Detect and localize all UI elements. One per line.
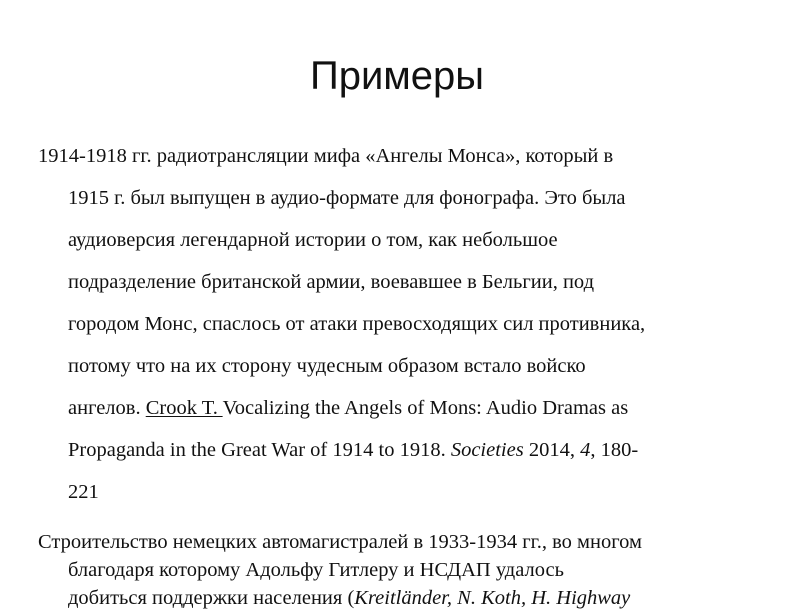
citation-year: 2014, <box>523 439 581 461</box>
text-line: Строительство немецких автомагистралей в 1933-1934 гг., во многом <box>38 531 642 553</box>
citation-title-end: Propaganda in the Great War of 1914 to 1918. <box>68 439 451 461</box>
text-line: подразделение британской армии, воевавшее в Бельгии, под <box>68 271 595 293</box>
citation-pages: , 180- <box>590 439 639 461</box>
journal-name: Societies <box>450 439 524 461</box>
text-line: 221 <box>68 481 99 503</box>
citation-volume: 4 <box>580 439 591 461</box>
citation-title: Vocalizing the Angels of Mons: Audio Dramas as <box>222 397 629 419</box>
citation-author-link[interactable]: Crook T. <box>145 397 223 419</box>
text-line: благодаря которому Адольфу Гитлеру и НСДАП удалось <box>68 559 564 581</box>
text-line <box>68 586 630 610</box>
text-fragment: ангелов. <box>68 397 146 419</box>
text-line: 1915 г. был выпущен в аудио-формате для фонографа. Это была <box>68 187 626 209</box>
text-line: городом Монс, спаслось от атаки превосходящих сил противника, <box>68 313 646 335</box>
citation-authors: Kreitländer, N. Koth, H. Highway <box>354 587 631 609</box>
text-line: 1914-1918 гг. радиотрансляции мифа «Ангелы Монса», который в <box>38 145 614 167</box>
slide-title: Примеры <box>309 54 485 98</box>
text-line <box>68 396 628 420</box>
text-line: потому что на их сторону чудесным образом встало войско <box>68 355 586 377</box>
text-line <box>68 438 638 462</box>
text-fragment: добиться поддержки населения ( <box>68 587 355 609</box>
text-line: аудиоверсия легендарной истории о том, как небольшое <box>68 229 558 251</box>
